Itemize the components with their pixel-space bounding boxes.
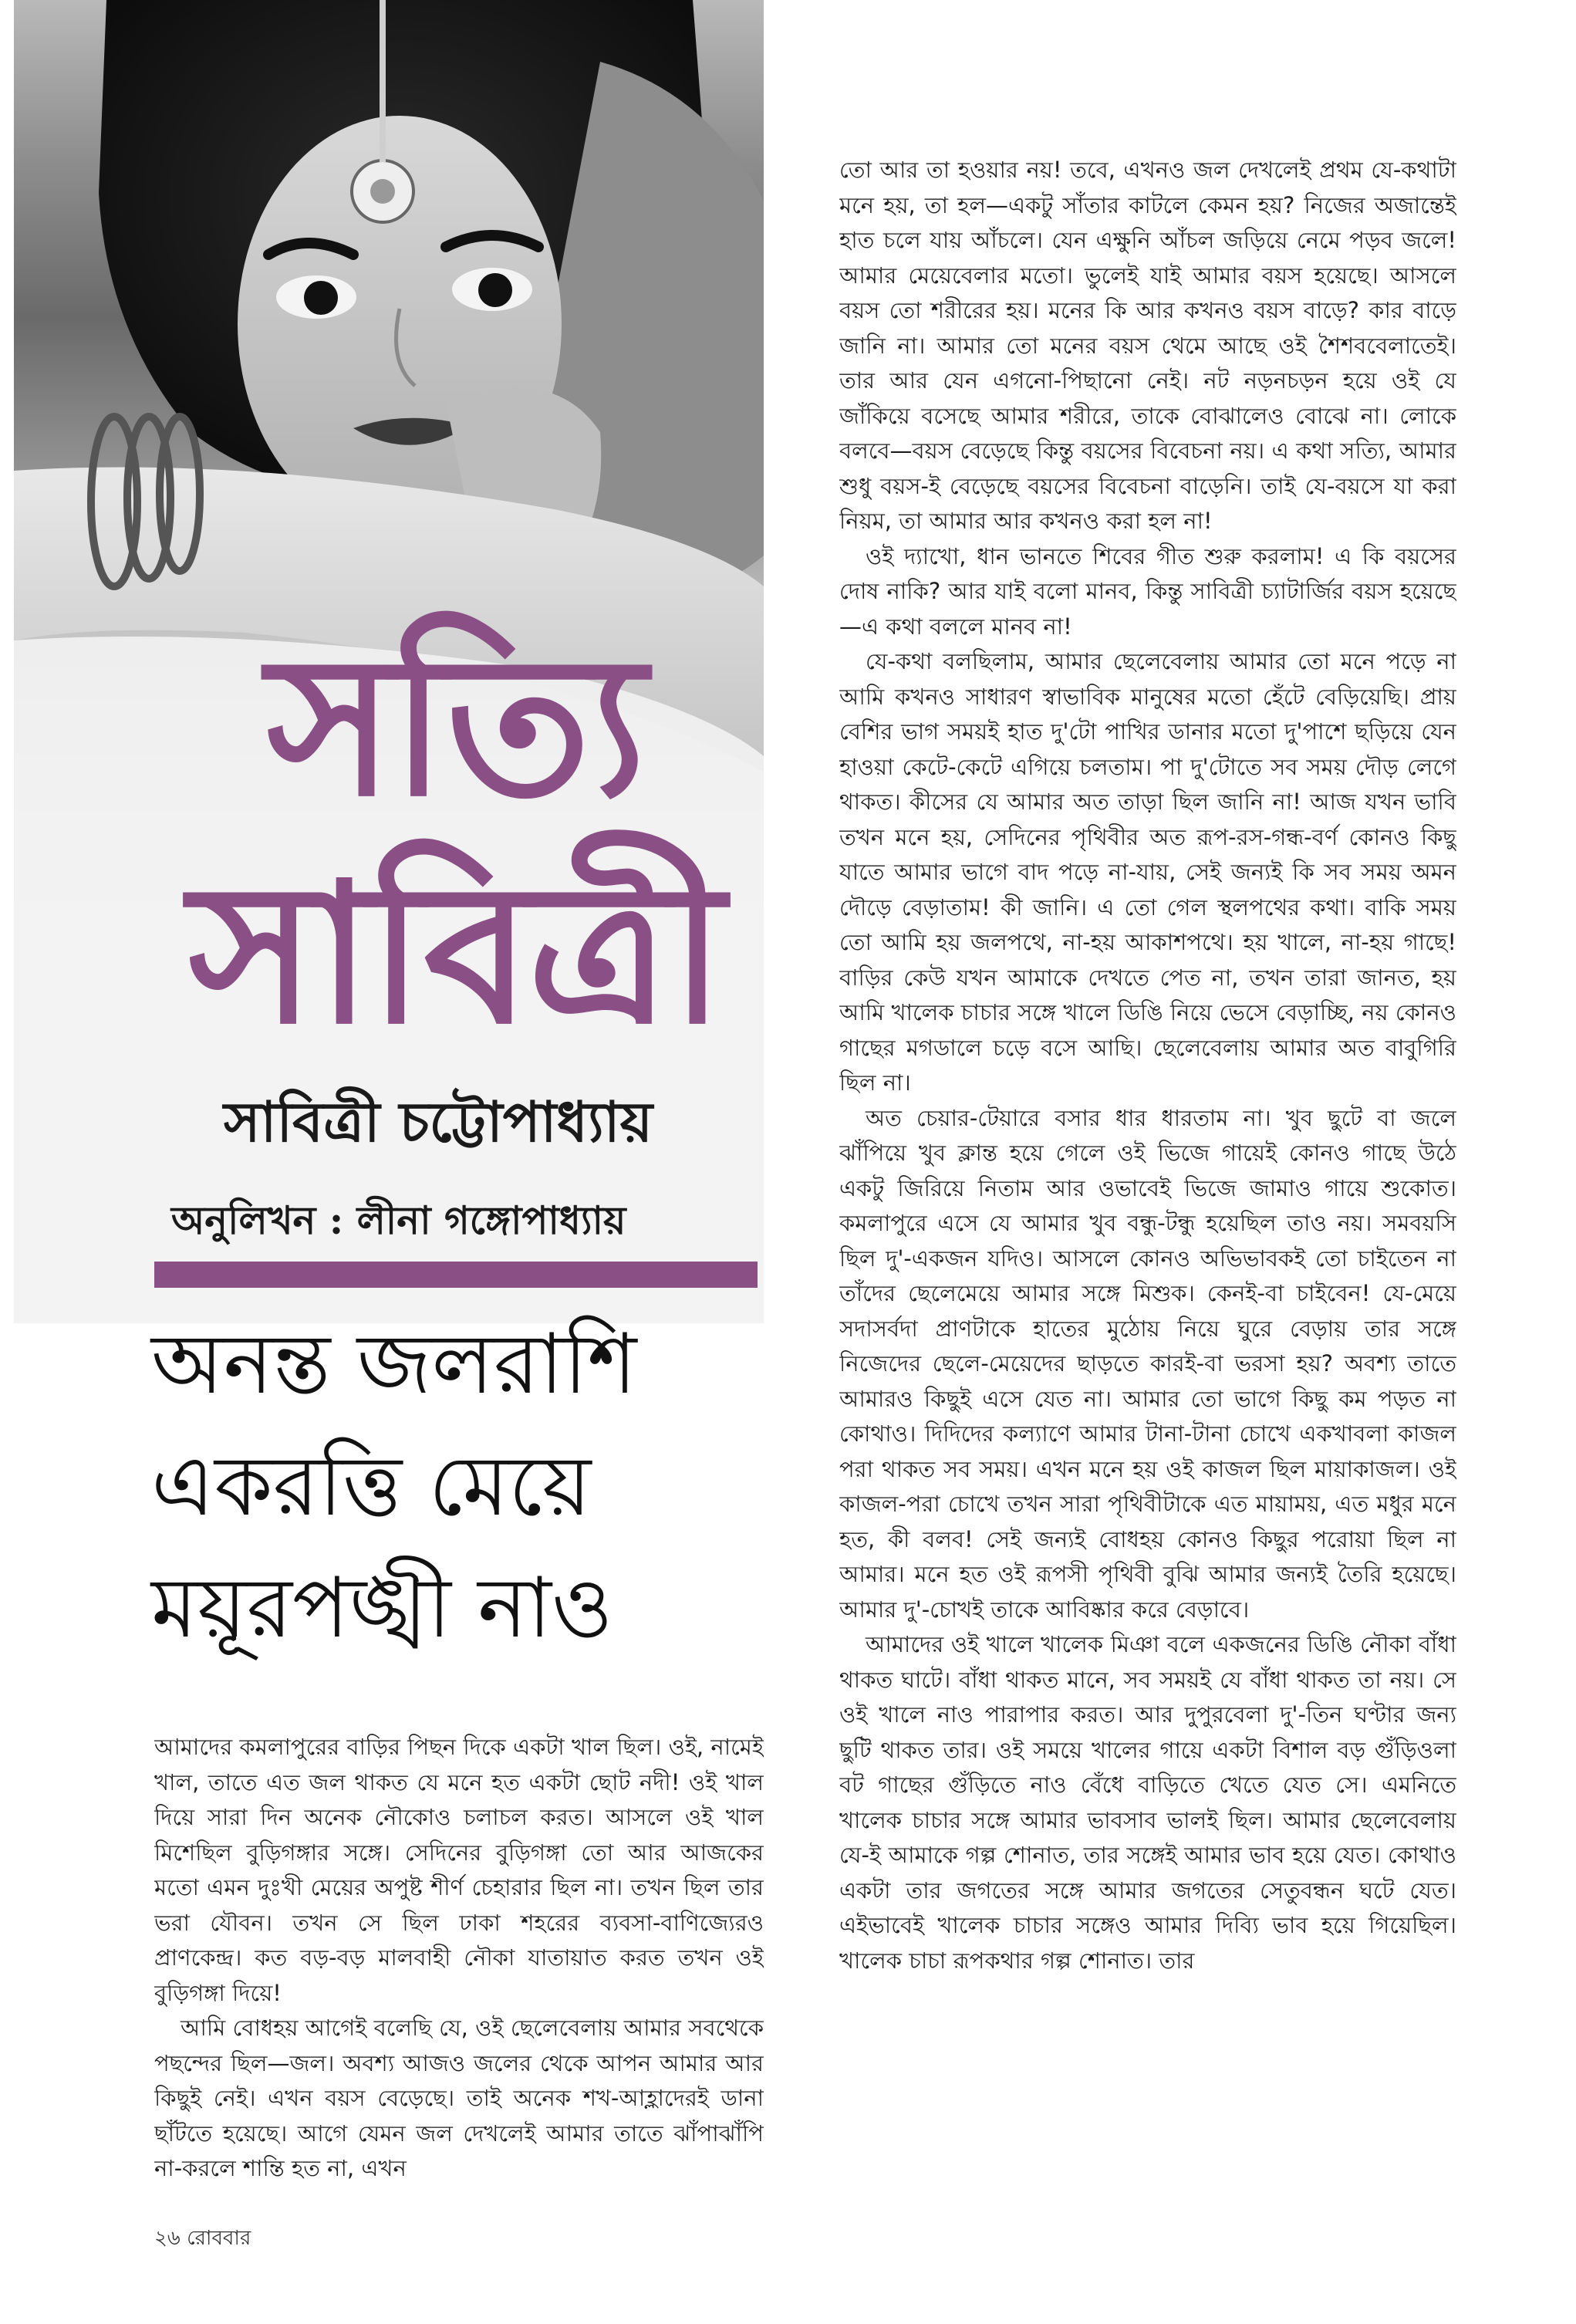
paragraph: আমাদের কমলাপুরের বাড়ির পিছন দিকে একটা খাল ছিল। ওই, নামেই খাল, তাতে এত জল থাকত যে মনে হত একটা ছোট নদী! ওই খাল দিয়ে সারা দিন অনেক নৌকোও চলাচল করত। আসলে ওই খাল মিশেছিল বুড়িগঙ্গার সঙ্গে। সেদিনের বুড়িগঙ্গা তো আর আজকের মতো এমন দুঃখী মেয়ের অপুষ্ট শীর্ণ চেহারার ছিল না। তখন ছিল তার ভরা যৌবন। তখন সে ছিল ঢাকা শহরের ব্যবসা-বাণিজ্যেরও প্রাণকেন্দ্র। কত বড়-বড় মালবাহী নৌকা যাতায়াত করত তখন ওই বুড়িগঙ্গা দিয়ে!	[154, 1734, 764, 2006]
headline-line-3: ময়ূরপঙ্খী নাও	[151, 1560, 613, 1657]
paragraph: তো আর তা হওয়ার নয়! তবে, এখনও জল দেখলেই প্রথম যে-কথাটা মনে হয়, তা হল—একটু সাঁতার কাটলে কেমন হয়? নিজের অজান্তেই হাত চলে যায় আঁচলে। যেন এক্ষুনি আঁচল জড়িয়ে নেমে পড়ব জলে! আমার মেয়েবেলার মতো। ভুলেই যাই আমার বয়স হয়েছে। আসলে বয়স তো শরীরের হয়। মনের কি আর কখনও বয়স বাড়ে? কার বাড়ে জানি না। আমার তো মনের বয়স থেমে আছে ওই শৈশববেলাতেই। তার আর যেন এগনো-পিছানো নেই। নট নড়নচড়ন হয়ে ওই যে জাঁকিয়ে বসেছে আমার শরীরে, তাকে বোঝালেও বোঝে না। লোকে বলবে—বয়স বেড়েছে কিন্তু বয়সের বিবেচনা নয়। এ কথা সত্যি, আমার শুধু বয়স-ই বেড়েছে বয়সের বিবেচনা বাড়েনি। তাই যে-বয়সে যা করা নিয়ম, তা আমার আর কখনও করা হল না!	[839, 157, 1456, 534]
page-footer: ২৬ রোববার	[154, 2227, 251, 2250]
headline-line-2: একরত্তি মেয়ে	[151, 1438, 592, 1535]
author-name: সাবিত্রী চট্টোপাধ্যায়	[224, 1089, 653, 1154]
left-column	[154, 1730, 764, 2193]
transcriber-credit: অনুলিখন : লীনা গঙ্গোপাধ্যায়	[171, 1197, 626, 1243]
paragraph: আমি বোধহয় আগেই বলেছি যে, ওই ছেলেবেলায় আমার সবথেকে পছন্দের ছিল—জল। অবশ্য আজও জলের থেকে আপন আমার আর কিছুই নেই। এখন বয়স বেড়েছে। তাই অনেক শখ-আহ্লাদেরই ডানা ছাঁটতে হয়েছে। আগে যেমন জল দেখলেই আমার তাতে ঝাঁপাঝাঁপি না-করলে শান্তি হত না, এখন	[154, 2015, 764, 2181]
title-line-1: সত্যি	[266, 612, 644, 839]
paragraph: যে-কথা বলছিলাম, আমার ছেলেবেলায় আমার তো মনে পড়ে না আমি কখনও সাধারণ স্বাভাবিক মানুষের মতো হেঁটে বেড়িয়েছি। প্রায় বেশির ভাগ সময়ই হাত দু'টো পাখির ডানার মতো দু'পাশে ছড়িয়ে যেন হাওয়া কেটে-কেটে এগিয়ে চলতাম। পা দু'টোতে সব সময় দৌড় লেগে থাকত। কীসের যে আমার অত তাড়া ছিল জানি না! আজ যখন ভাবি তখন মনে হয়, সেদিনের পৃথিবীর অত রূপ-রস-গন্ধ-বর্ণ কোনও কিছু যাতে আমার ভাগে বাদ পড়ে না-যায়, সেই জন্যই কি সব সময় অমন দৌড়ে বেড়াতাম! কী জানি। এ তো গেল স্থলপথের কথা। বাকি সময় তো আমি হয় জলপথে, না-হয় আকাশপথে। হয় খালে, না-হয় গাছে! বাড়ির কেউ যখন আমাকে দেখতে পেত না, তখন তারা জানত, হয় আমি খালেক চাচার সঙ্গে খালে ডিঙি নিয়ে ভেসে বেড়াচ্ছি, নয় কোনও গাছের মগডালে চড়ে বসে আছি। ছেলেবেলায় আমার অত বাবুগিরি ছিল না।	[839, 648, 1456, 1096]
paragraph: ওই দ্যাখো, ধান ভানতে শিবের গীত শুরু করলাম! এ কি বয়সের দোষ নাকি? আর যাই বলো মানব, কিন্তু সাবিত্রী চ্যাটার্জির বয়স হয়েছে—এ কথা বললে মানব না!	[839, 542, 1456, 640]
right-column	[839, 153, 1456, 2267]
headline-line-1: অনন্ত জলরাশি	[151, 1316, 637, 1413]
title-line-2: সাবিত্রী	[188, 839, 722, 1066]
paragraph: আমাদের ওই খালে খালেক মিঞা বলে একজনের ডিঙি নৌকা বাঁধা থাকত ঘাটে। বাঁধা থাকত মানে, সব সময়ই যে বাঁধা থাকত তা নয়। সে ওই খালে নাও পারাপার করত। আর দুপুরবেলা দু'-তিন ঘণ্টার জন্য ছুটি থাকত তার। ওই সময়ে খালের গায়ে একটা বিশাল বড় গুঁড়িওলা বট গাছের গুঁড়িতে নাও বেঁধে বাড়িতে খেতে যেত সে। এমনিতে খালেক চাচার সঙ্গে আমার ভাবসাব ভালই ছিল। আমার ছেলেবেলায় যে-ই আমাকে গল্প শোনাত, তার সঙ্গেই আমার ভাব হয়ে যেত। কোথাও একটা তার জগতের সঙ্গে আমার জগতের সেতুবন্ধন ঘটে যেত। এইভাবেই খালেক চাচার সঙ্গেও আমার দিব্যি ভাব হয়ে গিয়েছিল। খালেক চাচা রূপকথার গল্প শোনাত। তার	[839, 1631, 1456, 1974]
paragraph: অত চেয়ার-টেয়ারে বসার ধার ধারতাম না। খুব ছুটে বা জলে ঝাঁপিয়ে খুব ক্লান্ত হয়ে গেলে ওই ভিজে গায়েই কোনও গাছে উঠে একটু জিরিয়ে নিতাম আর ওভাবেই ভিজে জামাও গায়ে শুকোত। কমলাপুরে এসে যে আমার খুব বন্ধু-টন্ধু হয়েছিল তাও নয়। সমবয়সি ছিল দু'-একজন যদিও। আসলে কোনও অভিভাবকই তো চাইতেন না তাঁদের ছেলেমেয়ে আমার সঙ্গে মিশুক। কেনই-বা চাইবেন! যে-মেয়ে সদাসর্বদা প্রাণটাকে হাতের মুঠোয় নিয়ে ঘুরে বেড়ায় তার সঙ্গে নিজেদের ছেলে-মেয়েদের ছাড়তে কারই-বা ভরসা হয়? অবশ্য তাতে আমারও কিছুই এসে যেত না। আমার তো ভাগে কিছু কম পড়ত না কোথাও। দিদিদের কল্যাণে আমার টানা-টানা চোখে একখাবলা কাজল পরা থাকত সব সময়। এখন মনে হয় ওই কাজল ছিল মায়াকাজল। ওই কাজল-পরা চোখে তখন সারা পৃথিবীটাকে এত মায়াময়, এত মধুর মনে হত, কী বলব! সেই জন্যই বোধহয় কোনও কিছুর পরোয়া ছিল না আমার। মনে হত ওই রূপসী পৃথিবী বুঝি আমার জন্যই তৈরি হয়েছে। আমার দু'-চোখই তাকে আবিষ্কার করে বেড়াবে।	[839, 1104, 1456, 1623]
divider-bar	[154, 1262, 758, 1288]
headline	[151, 1304, 768, 1670]
